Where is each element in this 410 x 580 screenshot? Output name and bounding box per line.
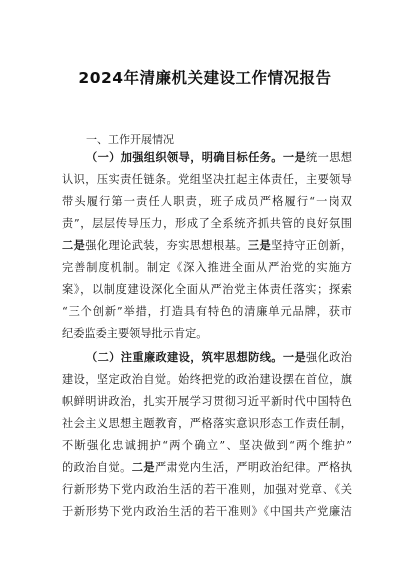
document-title: 2024年清廉机关建设工作情况报告 (78, 69, 332, 87)
para2-line-6 (62, 461, 352, 475)
para2-line-3: 帜鲜明讲政治，扎实开展学习贯彻习近平新时代中国特色 (62, 395, 352, 408)
para1-text: 强化理论武装，夯实思想根基。 (85, 239, 248, 252)
para2-text: 的政治自觉。 (62, 461, 132, 474)
para2-text: 强化政治 (306, 351, 352, 364)
para2-line-4: 社会主义思想主题教育，严格落实意识形态工作责任制， (62, 417, 352, 430)
para1-line-4: 责”，层层传导压力，形成了全系统齐抓共管的良好氛围 (62, 217, 352, 230)
para1-text: 坚持守正创新， (271, 239, 352, 252)
para1-marker-two: 二是 (62, 239, 86, 252)
para2-line-7: 行新形势下党内政治生活的若干准则，加强对党章、《关 (62, 483, 352, 496)
para1-line-9: 纪委监委主要领导批示肯定。 (62, 327, 208, 340)
para2-marker-one: 一是 (282, 351, 307, 364)
para2-line-2: 建设，坚定政治自觉。始终把党的政治建设摆在首位，旗 (62, 373, 352, 386)
para1-line-1 (86, 151, 352, 165)
para2-heading: （二）注重廉政建设，筑牢思想防线。 (86, 351, 283, 364)
para2-text: 严肃党内生活，严明政治纪律。严格执 (154, 461, 352, 474)
para1-line-8: “三个创新”举措，打造具有特色的清廉单元品牌，获市 (62, 305, 352, 318)
para1-line-5 (62, 239, 352, 253)
para2-line-8: 于新形势下党内政治生活的若干准则》《中国共产党廉洁 (62, 505, 352, 518)
para1-line-7: 案》，以制度建设深化全面从严治党主体责任落实；探索 (62, 283, 352, 296)
para1-line-6: 完善制度机制。制定《深入推进全面从严治党的实施方 (62, 261, 352, 274)
para1-heading: （一）加强组织领导，明确目标任务。 (86, 151, 283, 164)
para1-line-2: 认识，压实责任链条。党组坚决扛起主体责任，主要领导 (62, 173, 352, 186)
para1-line-3: 带头履行第一责任人职责，班子成员严格履行“一岗双 (62, 195, 352, 208)
para2-line-1 (86, 351, 352, 365)
para2-marker-two: 二是 (131, 461, 155, 474)
para1-marker-one: 一是 (282, 151, 307, 164)
para1-marker-three: 三是 (247, 239, 272, 252)
para2-line-5: 不断强化忠诚拥护“两个确立”、坚决做到“两个维护” (62, 439, 352, 452)
section-heading: 一、工作开展情况 (86, 133, 174, 146)
para1-text: 统一思想 (306, 151, 352, 164)
